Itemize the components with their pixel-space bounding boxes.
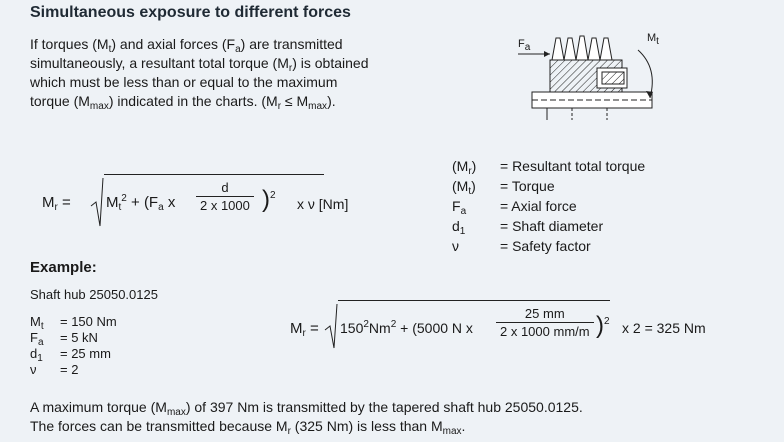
legend-row: $F_a$ = Axial force [452,198,577,217]
example-part: Shaft hub 25050.0125 [30,287,158,302]
legend-row: $d_1$ = Shaft diameter [452,218,604,237]
legend-row: $(M_t)$ = Torque [452,178,555,197]
fa-label: $F_a$ [518,38,531,53]
given-values [30,314,123,378]
general-formula: $M_r$ = $M_t^2 + (F_a$ x $\frac{d}{2 x 1000}$ )$^2$ x ν [Nm] [42,176,402,232]
legend-row: $(M_r)$ = Resultant total torque [452,158,646,177]
given-row: $d_1$ = 25 mm [30,346,111,364]
conclusion-text: A maximum torque $(M_{max})$ of 397 Nm is transmitted by the tapered shaft hub 25050.0125. The forces can be transmitted because $M_r$ (325 Nm) is less than $M_{max}$. [30,399,583,437]
intro-paragraph: If torques $(M_t)$ and axial forces $(F_a)$ are transmitted simultaneously, a resultant total torque $(M_r)$ is obtained which must be less than or equal to the maximum torque $(M_{max})$ indicated in the charts. $(M_r \le M_{max})$. [30,36,369,112]
given-row: $F_a$ = 5 kN [30,330,98,348]
page-title: Simultaneous exposure to different forces [30,4,351,21]
example-calculation: $M_r$ = $150^2Nm^2 + (5000$ N x $\frac{25 mm}{2 x 1000 mm/m}$ )$^2$ x 2 = 325 Nm [290,302,750,352]
symbol-legend [452,156,649,256]
example-heading: Example: [30,259,97,276]
mt-label: $M_t$ [647,32,659,47]
legend-row: ν = Safety factor [452,238,591,254]
shaft-hub-diagram [512,28,662,123]
given-row: $M_t$ = 150 Nm [30,314,117,332]
given-row: ν = 2 [30,362,79,377]
